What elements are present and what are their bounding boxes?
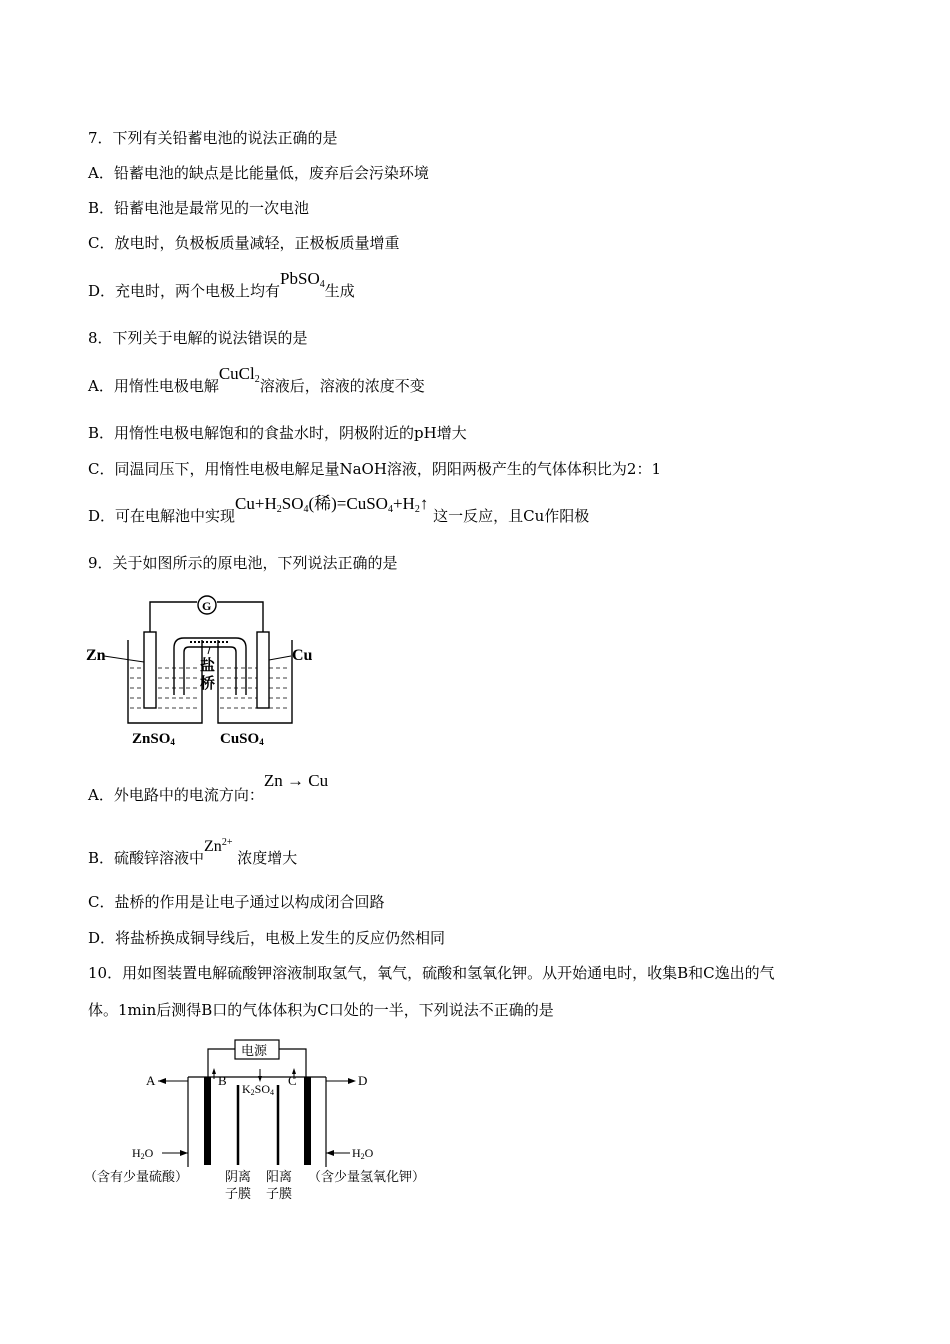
q7-d-formula-main: PbSO <box>280 269 320 288</box>
q7-d-formula <box>280 269 325 288</box>
q8-a-suffix: 溶液后，溶液的浓度不变 <box>259 377 425 395</box>
q7-option-b: B．铅蓄电池是最常见的一次电池 <box>88 199 310 217</box>
q8-option-c: C．同温同压下，用惰性电极电解足量NaOH溶液，阴阳两极产生的气体体积比为2：1 <box>88 460 662 478</box>
q7-d-formula-sub: 4 <box>319 279 325 290</box>
power-source-label: 电源 <box>241 1043 268 1058</box>
q9-option-c: C．盐桥的作用是让电子通过以构成闭合回路 <box>88 893 385 911</box>
port-c-label: C <box>288 1073 297 1088</box>
salt-bridge-label-1: 盐 <box>200 658 216 674</box>
q8-d-eq-part1: Cu+H <box>235 494 277 513</box>
q8-d-eq-part2: SO <box>281 494 304 513</box>
q8-d-eq-sub3: 4 <box>387 504 393 515</box>
left-chamber-note: （含有少量硫酸） <box>84 1169 189 1184</box>
q9-option-d: D．将盐桥换成铜导线后，电极上发生的反应仍然相同 <box>88 929 446 947</box>
anion-membrane-label-2: 子膜 <box>225 1186 252 1201</box>
q9-b-formula-main: Zn <box>204 838 222 855</box>
galvanometer-label: G <box>202 599 212 613</box>
q8-a-formula <box>219 364 260 383</box>
q7-option-c: C．放电时，负极板质量减轻，正极板质量增重 <box>88 234 400 252</box>
cation-membrane-label-1: 阳离 <box>266 1169 293 1184</box>
q7-stem: 7．下列有关铅蓄电池的说法正确的是 <box>88 129 338 147</box>
q8-d-eq-part3: (稀)=CuSO <box>308 494 388 513</box>
q7-d-prefix: D．充电时，两个电极上均有 <box>88 282 281 300</box>
q7-d-suffix: 生成 <box>324 282 355 300</box>
q9-b-prefix: B．硫酸锌溶液中 <box>88 849 205 867</box>
q9-b-formula-sup: 2+ <box>221 837 233 848</box>
q8-a-prefix: A．用惰性电极电解 <box>88 377 219 395</box>
q7-option-d <box>88 269 355 307</box>
right-water-inlet-label: H2O <box>352 1146 374 1161</box>
q8-option-d <box>88 494 590 532</box>
anode-plate <box>204 1077 211 1165</box>
q9-b-formula <box>204 838 232 855</box>
q8-d-eq-sub2: 4 <box>303 504 309 515</box>
q9-a-prefix: A．外电路中的电流方向： <box>88 786 264 804</box>
gas-arrow-icon: ↑ <box>419 494 429 513</box>
q8-a-formula-sub: 2 <box>254 374 260 385</box>
q9-galvanic-cell-figure <box>80 590 340 750</box>
zn-electrode-label: Zn <box>86 647 106 664</box>
q8-a-formula-main: CuCl <box>218 364 255 383</box>
q10-stem-line1: 10．用如图装置电解硫酸钾溶液制取氢气，氧气，硫酸和氢氧化钾。从开始通电时，收集B和C逸出的气 <box>88 964 775 982</box>
cation-membrane-label-2: 子膜 <box>266 1186 293 1201</box>
znso4-label: ZnSO4 <box>132 731 175 747</box>
q8-d-equation <box>235 494 428 513</box>
q8-stem: 8．下列关于电解的说法错误的是 <box>88 329 308 347</box>
q8-d-eq-part4: +H <box>392 494 415 513</box>
cuso4-label: CuSO4 <box>220 731 264 747</box>
q10-electrolysis-figure <box>80 1035 450 1210</box>
salt-bridge-label-2: 桥 <box>200 676 216 692</box>
port-b-label: B <box>218 1073 227 1088</box>
q10-stem-line2: 体。1min后测得B口的气体体积为C口处的一半，下列说法不正确的是 <box>88 1001 554 1019</box>
q9-stem: 9．关于如图所示的原电池，下列说法正确的是 <box>88 554 398 572</box>
anion-membrane-label-1: 阴离 <box>225 1169 252 1184</box>
q9-b-suffix: 浓度增大 <box>237 849 298 867</box>
q9-option-a <box>88 771 329 805</box>
port-a-label: A <box>146 1073 156 1088</box>
q8-d-eq-sub1: 2 <box>276 504 282 515</box>
q7-option-a: A．铅蓄电池的缺点是比能量低，废弃后会污染环境 <box>88 164 429 182</box>
q9-a-formula: Zn → Cu <box>263 771 329 790</box>
q8-d-prefix: D．可在电解池中实现 <box>88 507 236 525</box>
k2so4-label: K2SO4 <box>242 1082 275 1097</box>
q8-option-a <box>88 364 425 402</box>
q8-d-eq-sub4: 2 <box>414 504 420 515</box>
q9-option-b <box>88 837 298 869</box>
left-water-inlet-label: H2O <box>132 1146 154 1161</box>
right-chamber-note: （含少量氢氧化钾） <box>308 1169 426 1184</box>
cu-electrode-label: Cu <box>292 647 313 664</box>
q8-d-suffix: 这一反应，且Cu作阳极 <box>433 507 590 525</box>
port-d-label: D <box>358 1073 368 1088</box>
q8-option-b: B．用惰性电极电解饱和的食盐水时，阴极附近的pH增大 <box>88 424 467 442</box>
cathode-plate <box>304 1077 311 1165</box>
